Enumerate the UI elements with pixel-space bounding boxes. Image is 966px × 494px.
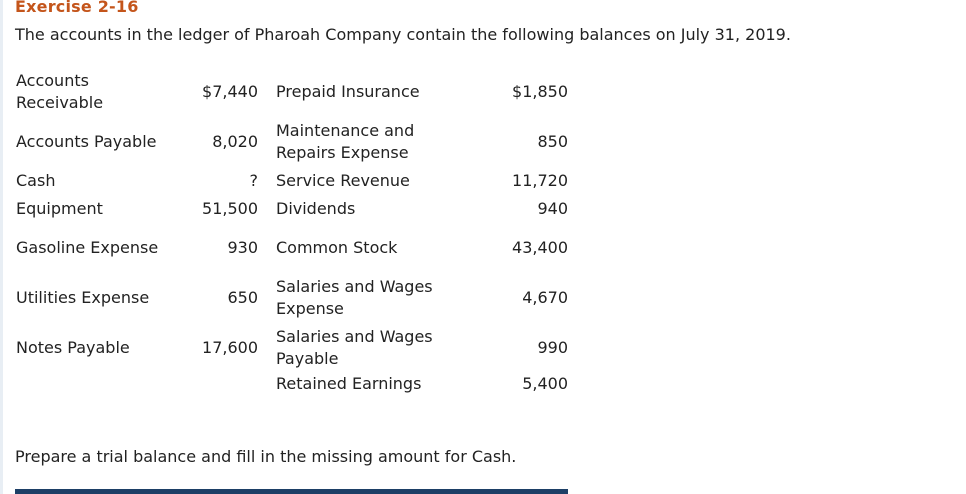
table-row <box>12 167 568 195</box>
account-amount: 17,600 <box>202 338 258 357</box>
account-amount: $7,440 <box>202 82 258 101</box>
account-amount: 51,500 <box>202 199 258 218</box>
table-row <box>12 223 568 273</box>
account-name: Dividends <box>276 199 356 218</box>
bottom-divider-bar <box>15 489 568 494</box>
account-amount-missing: ? <box>249 171 258 190</box>
intro-text: The accounts in the ledger of Pharoah Company contain the following balances on July 31, 2019. <box>15 25 791 44</box>
account-amount: 850 <box>537 132 568 151</box>
account-amount: 8,020 <box>212 132 258 151</box>
account-name: Gasoline Expense <box>16 238 159 257</box>
account-amount: 990 <box>537 338 568 357</box>
account-amount: 43,400 <box>512 238 568 257</box>
account-name: Salaries and Wages Payable <box>276 327 433 368</box>
account-name: Salaries and Wages Expense <box>276 277 433 318</box>
account-name: Maintenance and Repairs Expense <box>276 121 415 162</box>
account-name: Accounts Receivable <box>16 71 104 112</box>
account-amount: 5,400 <box>522 374 568 393</box>
exercise-title: Exercise 2-16 <box>15 0 139 16</box>
account-amount: 4,670 <box>522 288 568 307</box>
ledger-balances-table <box>12 67 568 403</box>
account-amount: 930 <box>227 238 258 257</box>
account-amount: 940 <box>537 199 568 218</box>
account-name: Notes Payable <box>16 338 130 357</box>
table-row <box>12 67 568 117</box>
table-row <box>12 117 568 167</box>
account-name <box>12 373 164 403</box>
account-name: Accounts Payable <box>16 132 157 151</box>
account-name: Equipment <box>16 199 103 218</box>
account-name: Prepaid Insurance <box>276 82 420 101</box>
table-row <box>12 323 568 373</box>
account-amount: $1,850 <box>512 82 568 101</box>
account-amount <box>164 373 258 403</box>
table-row <box>12 273 568 323</box>
account-name: Utilities Expense <box>16 288 150 307</box>
account-amount: 650 <box>227 288 258 307</box>
account-name: Retained Earnings <box>276 374 422 393</box>
left-border-rule <box>0 0 3 494</box>
instruction-text: Prepare a trial balance and fill in the missing amount for Cash. <box>15 447 517 466</box>
account-name: Service Revenue <box>276 171 410 190</box>
account-amount: 11,720 <box>512 171 568 190</box>
table-row <box>12 373 568 403</box>
table-row <box>12 195 568 223</box>
account-name: Cash <box>16 171 56 190</box>
account-name: Common Stock <box>276 238 398 257</box>
